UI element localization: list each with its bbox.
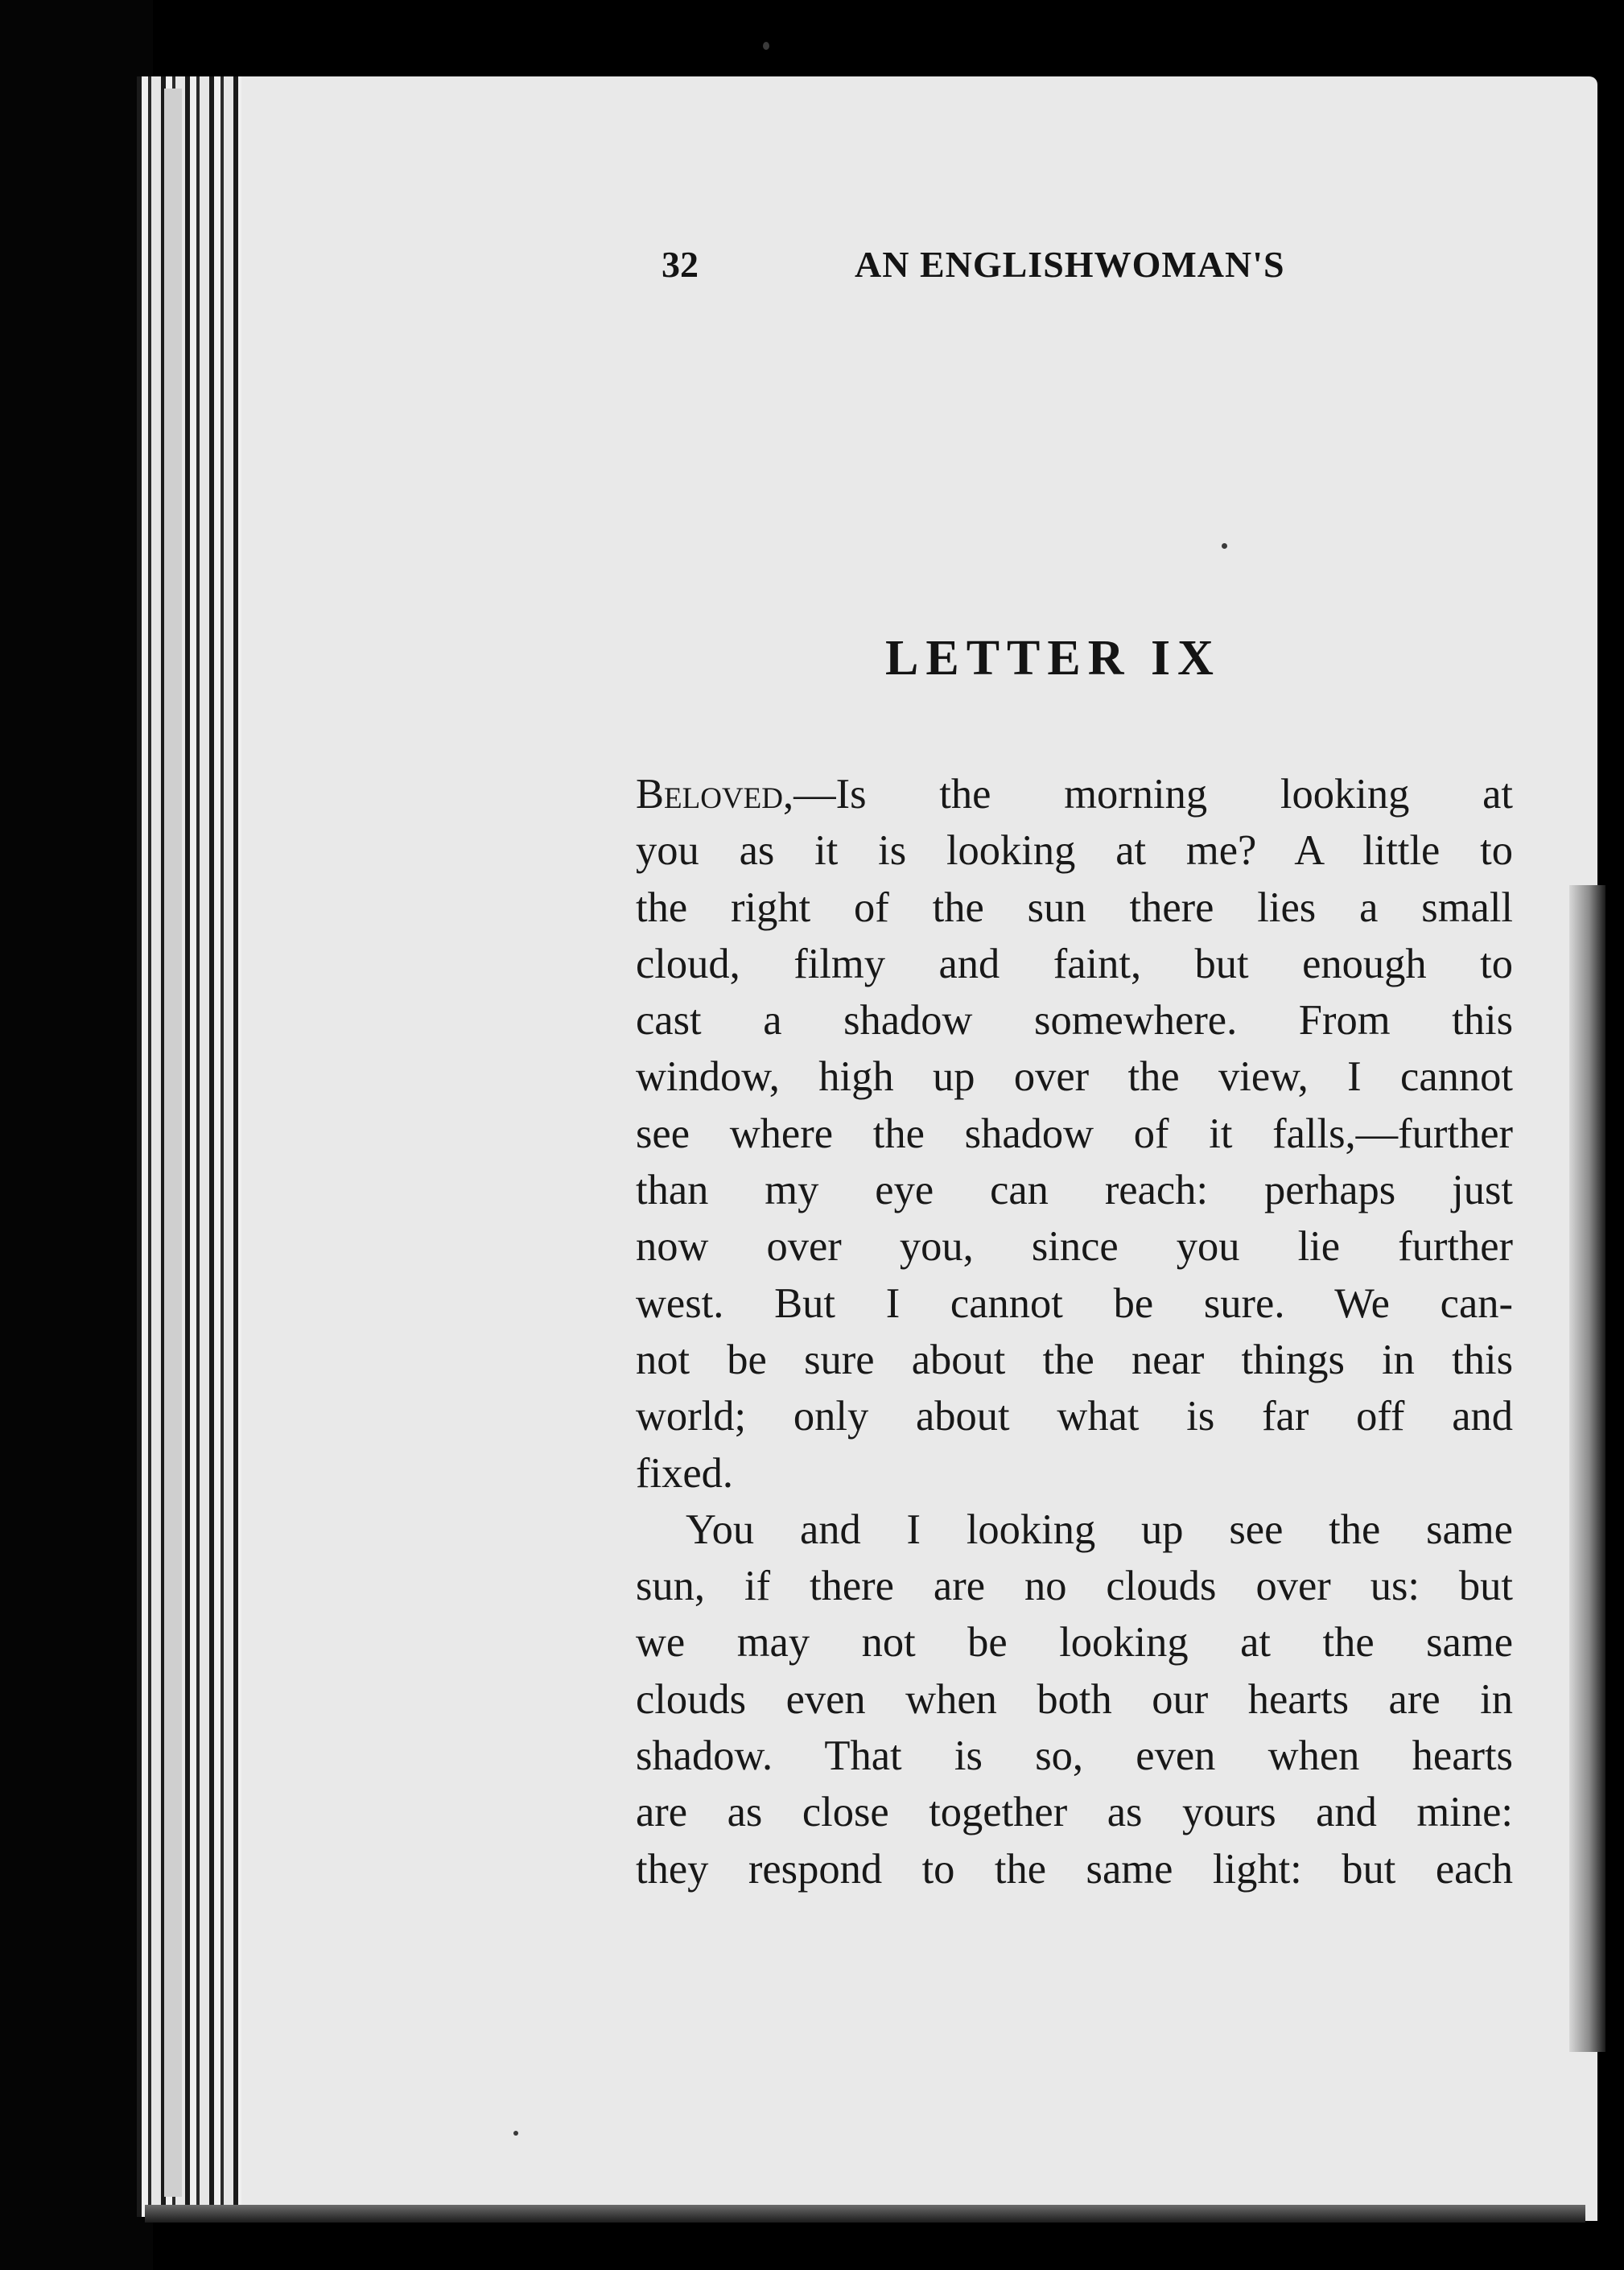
text-line: are as close together as yours and mine: [636,1789,1513,1836]
text-line: they respond to the same light: but each [636,1845,1513,1893]
text-line: shadow. That is so, even when hearts [636,1732,1513,1780]
dust-speck [763,42,769,50]
text-line: Beloved,—Is the morning looking at [636,771,1513,818]
page-header [662,243,1354,291]
dust-speck [513,2131,518,2136]
text-line: see where the shadow of it falls,—further [636,1110,1513,1157]
page-edges [137,76,249,2217]
page-shadow [1569,885,1605,2052]
text-line: not be sure about the near things in this [636,1336,1513,1383]
text-line: sun, if there are no clouds over us: but [636,1563,1513,1610]
text-line: now over you, since you lie further [636,1223,1513,1271]
text-line: the right of the sun there lies a small [636,884,1513,931]
text-line: west. But I cannot be sure. We can- [636,1279,1513,1327]
letter-body [636,766,1513,1897]
binding-strip [161,89,182,2197]
text-line: world; only about what is far off and [636,1393,1513,1440]
text-line: fixed. [636,1449,733,1497]
text-line: you as it is looking at me? A little to [636,827,1513,875]
text-line: cast a shadow somewhere. From this [636,997,1513,1044]
salutation: Beloved, [636,771,794,818]
running-head: AN ENGLISHWOMAN'S [855,244,1285,285]
book-cover-edge [0,0,153,2270]
letter-title: LETTER IX [885,631,1221,686]
text-line: than my eye can reach: perhaps just [636,1167,1513,1214]
text-line: clouds even when both our hearts are in [636,1675,1513,1723]
dust-speck [1222,543,1227,549]
text-line: window, high up over the view, I cannot [636,1053,1513,1101]
text-line: cloud, filmy and faint, but enough to [636,940,1513,987]
page-number: 32 [662,244,699,285]
text-line: we may not be looking at the same [636,1619,1513,1666]
page-bottom-edge [145,2205,1585,2223]
text-line: You and I looking up see the same [686,1506,1513,1553]
